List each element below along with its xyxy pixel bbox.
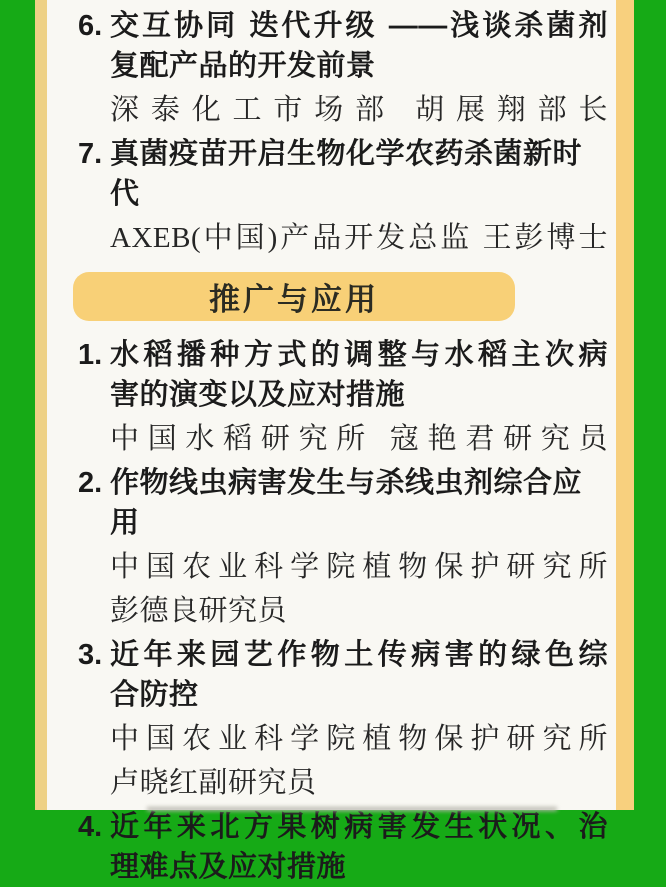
item-speaker-line: 中国农业科学院植物保护研究所 <box>110 551 608 583</box>
item-title <box>110 635 608 715</box>
agenda-item <box>78 134 608 260</box>
section-banner <box>73 272 515 321</box>
agenda-item <box>78 463 608 633</box>
item-speaker-line: 彭德良研究员 <box>110 595 288 627</box>
right-green-border <box>634 0 666 810</box>
item-title-line: 理难点及应对措施 <box>110 851 347 883</box>
item-speaker-line: 卢晓红副研究员 <box>110 767 317 799</box>
left-gold-border <box>35 0 47 810</box>
agenda-item <box>78 635 608 805</box>
item-speaker <box>110 216 608 260</box>
item-title-line: 害的演变以及应对措施 <box>110 379 406 411</box>
item-title <box>110 807 608 887</box>
item-title-line: 真菌疫苗开启生物化学农药杀菌新时代 <box>110 138 583 210</box>
item-number: 1. <box>78 339 103 371</box>
section-banner-label: 推广与应用 <box>209 282 379 317</box>
item-speaker <box>110 88 608 132</box>
item-speaker <box>110 417 608 461</box>
item-speaker <box>110 545 608 633</box>
item-speaker-line: AXEB(中国)产品开发总监 王彭博士 <box>110 222 608 254</box>
item-number: 6. <box>78 10 103 42</box>
agenda-item <box>78 807 608 887</box>
item-title-line: 近年来北方果树病害发生状况、治 <box>110 811 608 843</box>
item-title-line: 作物线虫病害发生与杀线虫剂综合应用 <box>110 467 583 539</box>
poster-panel <box>47 0 616 883</box>
item-title-line: 水稻播种方式的调整与水稻主次病 <box>110 339 608 371</box>
agenda-items <box>78 335 608 887</box>
item-title-line: 合防控 <box>110 679 199 711</box>
left-green-border <box>0 0 35 810</box>
item-title-line: 复配产品的开发前景 <box>110 50 376 82</box>
agenda-item <box>78 335 608 461</box>
right-gold-border <box>616 0 634 810</box>
agenda-sections <box>47 0 616 887</box>
agenda-item <box>78 6 608 132</box>
item-title <box>110 6 608 86</box>
item-speaker-line: 中国水稻研究所 寇艳君研究员 <box>110 423 608 455</box>
item-title-line: 近年来园艺作物土传病害的绿色综 <box>110 639 608 671</box>
agenda-section <box>78 272 608 887</box>
cropped-next-line-hint <box>147 807 557 811</box>
item-title <box>110 463 608 543</box>
item-speaker-line: 中国农业科学院植物保护研究所 <box>110 723 608 755</box>
item-title-line: 交互协同 迭代升级 ——浅谈杀菌剂 <box>110 10 608 42</box>
item-number: 2. <box>78 467 103 499</box>
item-title <box>110 335 608 415</box>
item-speaker-line: 深泰化工市场部 胡展翔部长 <box>110 94 608 126</box>
item-number: 3. <box>78 639 103 671</box>
agenda-items <box>78 6 608 260</box>
item-title <box>110 134 608 214</box>
agenda-section <box>78 6 608 260</box>
item-number: 4. <box>78 811 103 843</box>
item-speaker <box>110 717 608 805</box>
item-number: 7. <box>78 138 103 170</box>
